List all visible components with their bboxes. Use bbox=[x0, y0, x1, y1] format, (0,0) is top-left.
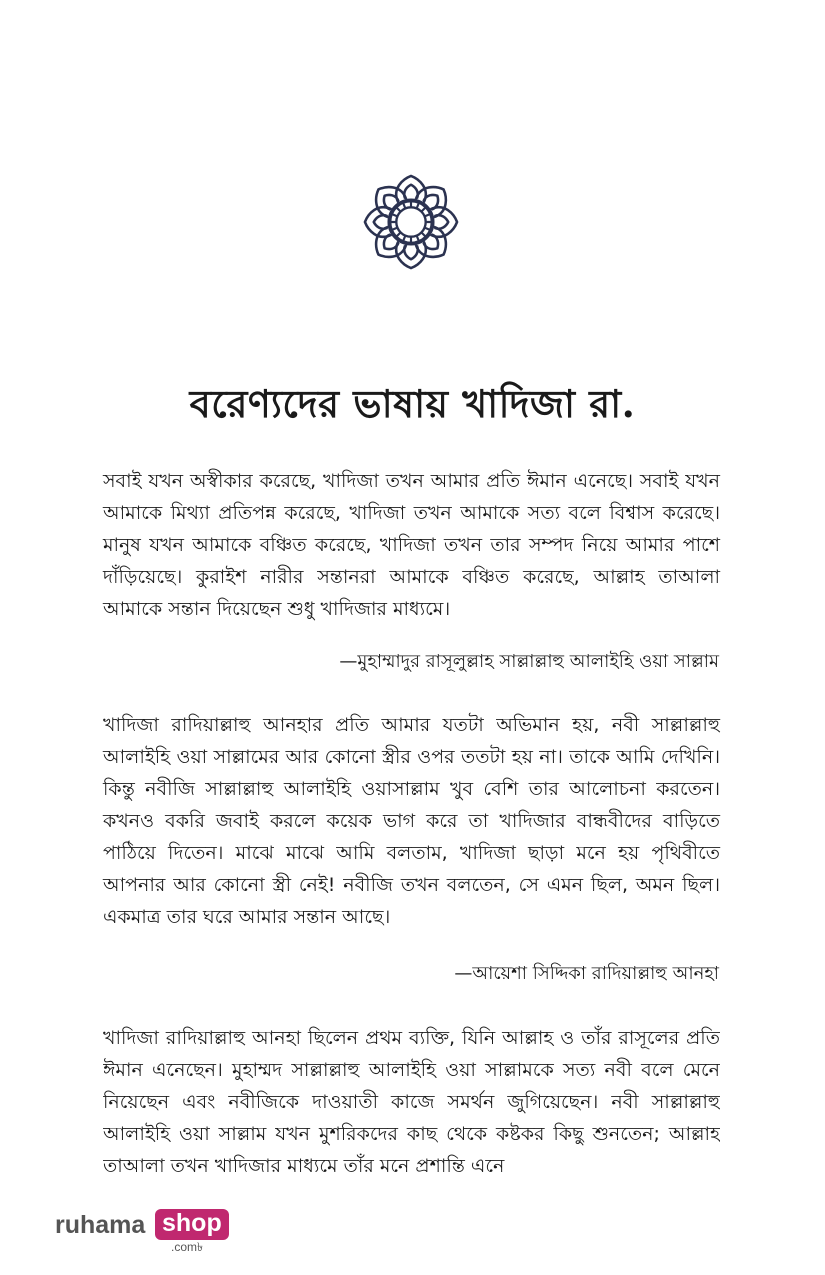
body-paragraph: খাদিজা রাদিয়াল্লাহু আনহা ছিলেন প্রথম ব্যক্তি, যিনি আল্লাহ ও তাঁর রাসূলের প্রতি ঈমান এনেছেন। মুহাম্মদ সাল্লাল্লাহু আলাইহি ওয়া সাল্লামকে সত্য নবী বলে মেনে নিয়েছেন এবং নবীজিকে দাওয়াতী কাজে সমর্থন জুগিয়েছেন। নবী সাল্লাল্লাহু আলাইহি ওয়া সাল্লাম যখন মুশরিকদের কাছ থেকে কষ্টকর কিছু শুনতেন; আল্লাহ তাআলা তখন খাদিজার মাধ্যমে তাঁর মনে প্রশান্তি এনে bbox=[103, 1027, 720, 1177]
quote-attribution: —আয়েশা সিদ্দিকা রাদিয়াল্লাহু আনহা bbox=[454, 963, 719, 984]
logo-domain-text: .com৳ bbox=[171, 1240, 203, 1254]
quote-text: খাদিজা রাদিয়াল্লাহু আনহার প্রতি আমার যতটা অভিমান হয়, নবী সাল্লাল্লাহু আলাইহি ওয়া সাল্লামের আর কোনো স্ত্রীর ওপর ততটা হয় না। তাকে আমি দেখিনি। কিন্তু নবীজি সাল্লাল্লাহু আলাইহি ওয়াসাল্লাম খুব বেশি তার আলোচনা করতেন। কখনও বকরি জবাই করলে কয়েক ভাগ করে তা খাদিজার বান্ধবীদের বাড়িতে পাঠিয়ে দিতেন। মাঝে মাঝে আমি বলতাম, খাদিজা ছাড়া মনে হয় পৃথিবীতে আপনার আর কোনো স্ত্রী নেই! নবীজি তখন বলতেন, সে এমন ছিল, অমন ছিল। একমাত্র তার ঘরে আমার সন্তান আছে। bbox=[103, 714, 720, 928]
logo-shop-badge: shop bbox=[155, 1209, 229, 1240]
quote-text: সবাই যখন অস্বীকার করেছে, খাদিজা তখন আমার প্রতি ঈমান এনেছে। সবাই যখন আমাকে মিথ্যা প্রতিপন্ন করেছে, খাদিজা তখন আমাকে সত্য বলে বিশ্বাস করেছে। মানুষ যখন আমাকে বঞ্চিত করেছে, খাদিজা তখন তার সম্পদ নিয়ে আমার পাশে দাঁড়িয়েছে। কুরাইশ নারীর সন্তানরা আমাকে বঞ্চিত করেছে, আল্লাহ তাআলা আমাকে সন্তান দিয়েছেন শুধু খাদিজার মাধ্যমে। bbox=[103, 470, 720, 620]
logo-brand-text: ruhama bbox=[55, 1211, 146, 1239]
page-title: বরেণ্যদের ভাষায় খাদিজা রা. bbox=[189, 381, 636, 427]
quote-attribution: —মুহাম্মাদুর রাসূলুল্লাহ সাল্লাল্লাহু আলাইহি ওয়া সাল্লাম bbox=[339, 651, 719, 672]
floral-mandala-icon bbox=[362, 173, 460, 271]
